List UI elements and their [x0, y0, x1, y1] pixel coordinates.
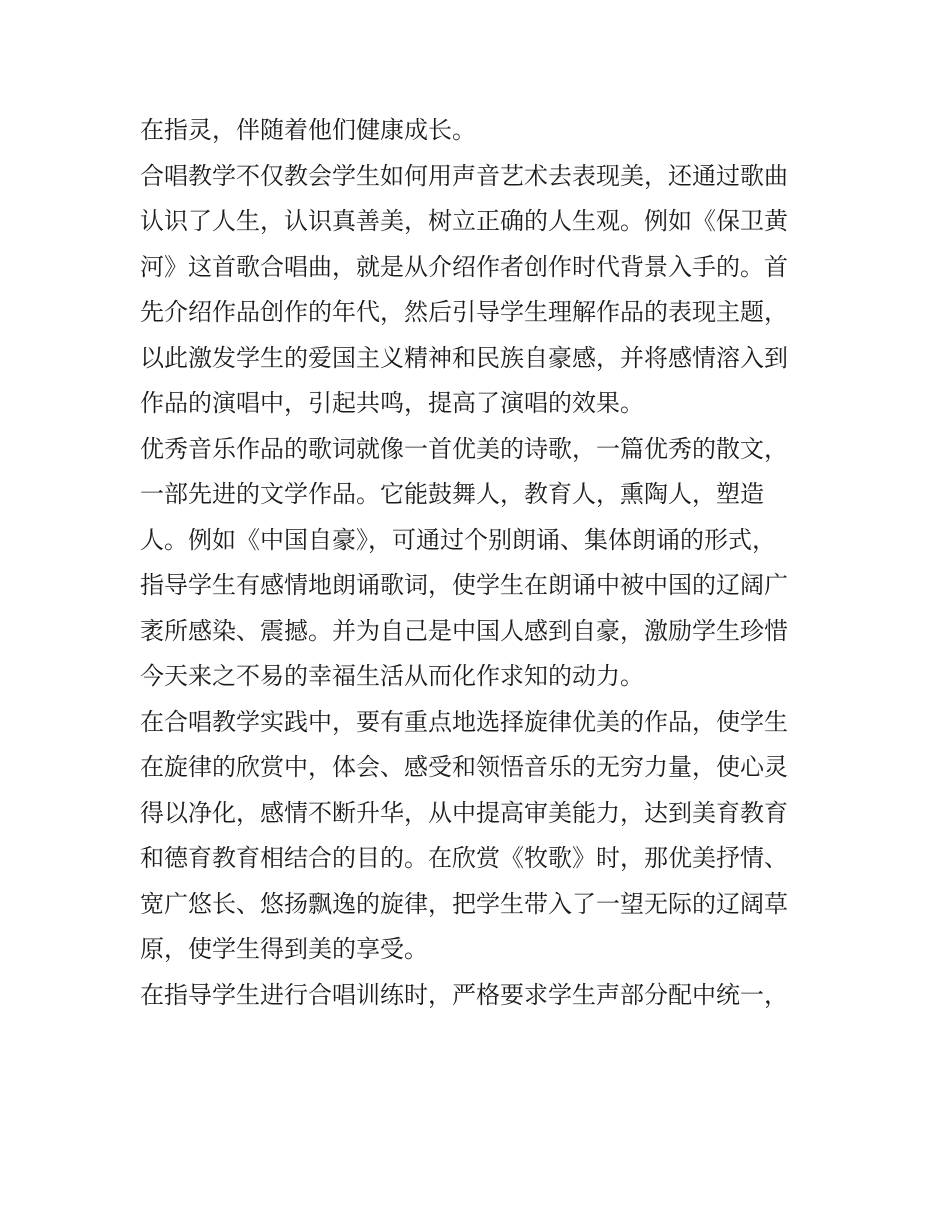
text-line: 在旋律的欣赏中，体会、感受和领悟音乐的无穷力量，使心灵	[140, 753, 788, 781]
text-line: 在指导学生进行合唱训练时，严格要求学生声部分配中统一，	[140, 980, 788, 1009]
text-line: 原，使学生得到美的享受。	[140, 935, 428, 963]
text-line: 在合唱教学实践中，要有重点地选择旋律优美的作品，使学生	[140, 707, 788, 736]
text-line: 在指灵，伴随着他们健康成长。	[140, 116, 476, 144]
text-line: 袤所感染、震撼。并为自己是中国人感到自豪，激励学生珍惜	[140, 616, 788, 645]
text-line: 今天来之不易的幸福生活从而化作求知的动力。	[140, 662, 644, 690]
text-line: 以此激发学生的爱国主义精神和民族自豪感，并将感情溶入到	[140, 343, 788, 372]
text-line: 一部先进的文学作品。它能鼓舞人，教育人，熏陶人，塑造	[140, 480, 764, 508]
text-line: 和德育教育相结合的目的。在欣赏《牧歌》时，那优美抒情、	[140, 844, 788, 872]
text-line: 先介绍作品创作的年代，然后引导学生理解作品的表现主题，	[140, 298, 788, 326]
text-line: 指导学生有感情地朗诵歌词，使学生在朗诵中被中国的辽阔广	[140, 571, 788, 599]
text-line: 合唱教学不仅教会学生如何用声音艺术去表现美，还通过歌曲	[140, 161, 788, 190]
text-line: 得以净化，感情不断升华，从中提高审美能力，达到美育教育	[140, 798, 788, 827]
text-line: 认识了人生，认识真善美，树立正确的人生观。例如《保卫黄	[140, 207, 788, 235]
body-text	[140, 108, 820, 1018]
text-line: 作品的演唱中，引起共鸣，提高了演唱的效果。	[140, 389, 644, 417]
text-line: 河》这首歌合唱曲，就是从介绍作者创作时代背景入手的。首	[140, 252, 788, 281]
text-line: 优秀音乐作品的歌词就像一首优美的诗歌，一篇优秀的散文，	[140, 434, 788, 463]
text-line: 宽广悠长、悠扬飘逸的旋律，把学生带入了一望无际的辽阔草	[140, 889, 788, 918]
text-line: 人。例如《中国自豪》，可通过个别朗诵、集体朗诵的形式，	[140, 525, 776, 554]
